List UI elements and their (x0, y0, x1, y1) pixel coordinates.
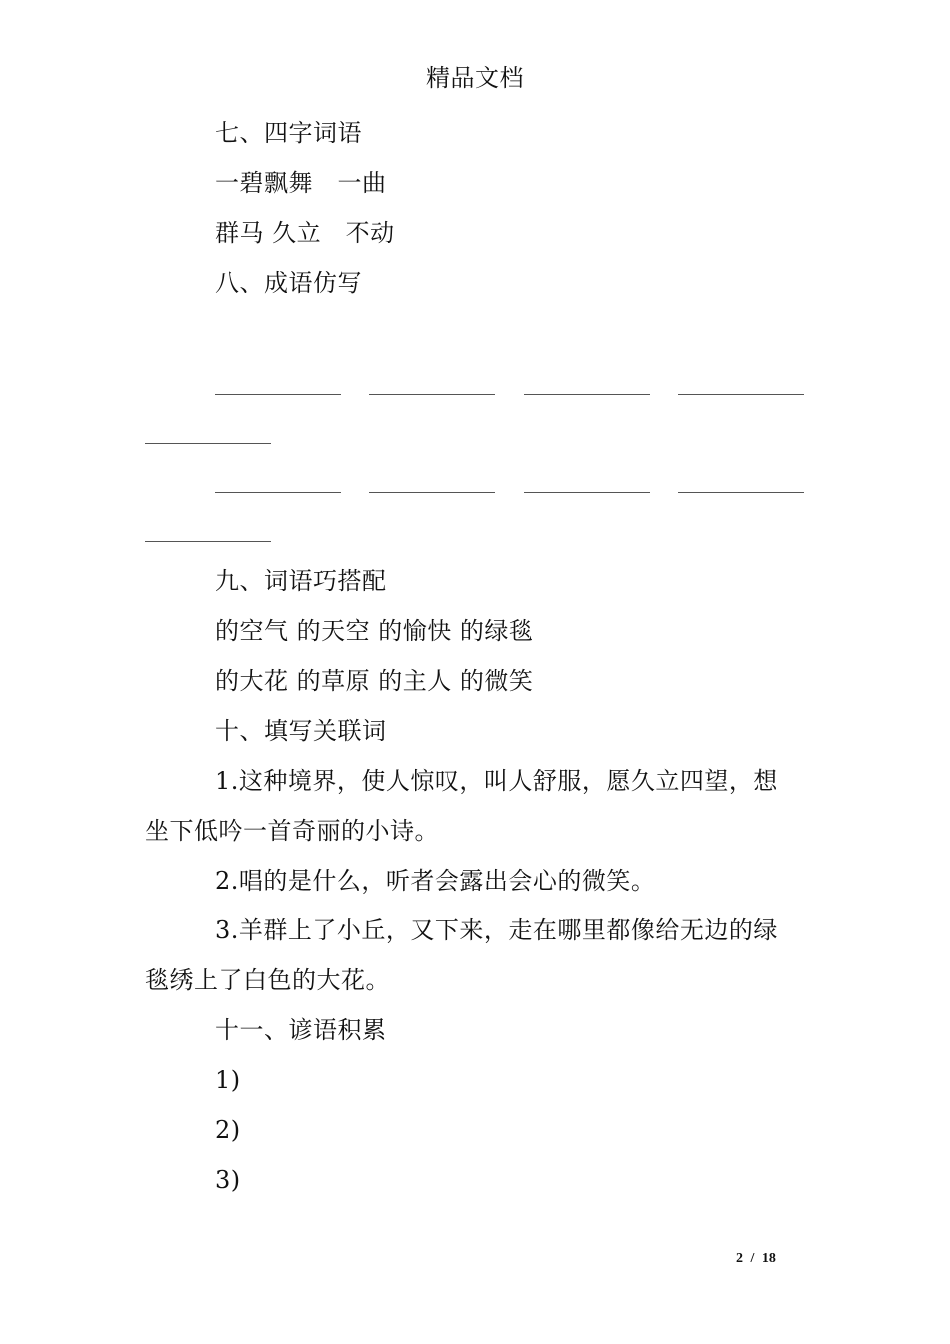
section-nine-line-2: 的大花 的草原 的主人 的微笑 (215, 667, 534, 695)
fill-blank (678, 492, 804, 493)
page-header: 精品文档 (426, 64, 524, 92)
section-ten-heading: 十、填写关联词 (215, 717, 387, 745)
section-ten-item-2: 2.唱的是什么，听者会露出会心的微笑。 (215, 867, 656, 895)
section-nine-line-1: 的空气 的天空 的愉快 的绿毯 (215, 617, 534, 645)
section-ten-item-1: 1.这种境界，使人惊叹，叫人舒服，愿久立四望，想 (215, 767, 778, 795)
current-page-number: 2 (736, 1251, 743, 1266)
fill-blank (369, 492, 495, 493)
fill-blank (678, 394, 804, 395)
section-eleven-heading: 十一、谚语积累 (215, 1016, 387, 1044)
fill-blank (145, 541, 271, 542)
section-ten-item-1-continued: 坐下低吟一首奇丽的小诗。 (145, 817, 439, 845)
total-page-count: 18 (761, 1251, 776, 1266)
proverb-item-2: 2) (215, 1116, 241, 1144)
section-eight-heading: 八、成语仿写 (215, 269, 362, 297)
fill-blank (369, 394, 495, 395)
fill-blank (215, 394, 341, 395)
fill-blank (524, 394, 650, 395)
fill-blank (215, 492, 341, 493)
proverb-item-1: 1) (215, 1066, 241, 1094)
page-separator: / (750, 1251, 755, 1266)
section-ten-item-3: 3.羊群上了小丘，又下来，走在哪里都像给无边的绿 (215, 916, 778, 944)
section-seven-heading: 七、四字词语 (215, 119, 362, 147)
section-seven-line-1: 一碧飘舞 一曲 (215, 169, 387, 197)
page-number-footer (736, 1250, 776, 1268)
proverb-item-3: 3) (215, 1166, 241, 1194)
section-seven-line-2: 群马 久立 不动 (215, 219, 395, 247)
fill-blank (145, 443, 271, 444)
section-ten-item-3-continued: 毯绣上了白色的大花。 (145, 966, 390, 994)
section-nine-heading: 九、词语巧搭配 (215, 567, 387, 595)
fill-blank (524, 492, 650, 493)
